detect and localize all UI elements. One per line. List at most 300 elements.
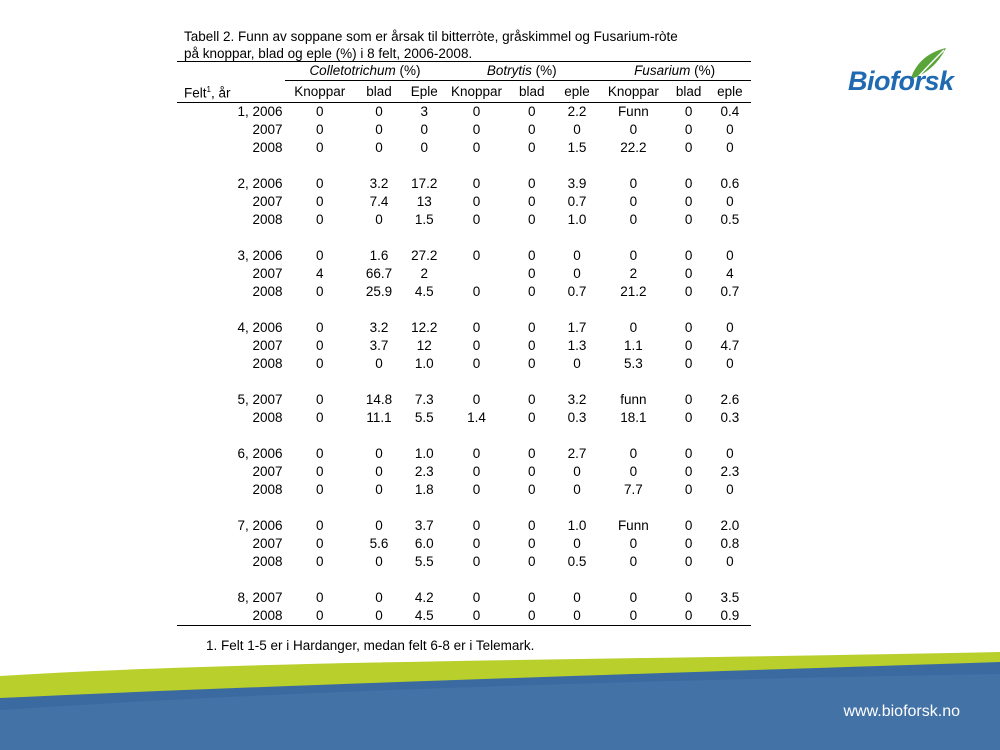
table-cell: 0 — [629, 464, 638, 479]
row-label — [177, 571, 285, 589]
row-label: 2008 — [252, 140, 283, 155]
table-cell — [508, 427, 556, 445]
table-cell: 1.0 — [567, 212, 587, 227]
table-cell: 0 — [573, 122, 581, 137]
column-header: Eple — [403, 81, 445, 103]
table-cell — [403, 427, 445, 445]
table-cell: 0 — [684, 122, 693, 137]
table-cell: 14.8 — [365, 392, 393, 407]
row-label: 6, 2006 — [237, 446, 283, 461]
table-cell — [355, 229, 403, 247]
table-cell — [285, 229, 355, 247]
table-cell: 0 — [528, 140, 536, 155]
results-table — [177, 61, 751, 626]
table-cell: 1.4 — [467, 410, 486, 425]
row-label: 5, 2007 — [237, 392, 283, 407]
row-label: 2007 — [252, 266, 283, 281]
table-cell: 0 — [726, 194, 734, 209]
table-cell: 0.9 — [709, 607, 751, 626]
table-cell: 2 — [629, 266, 638, 281]
row-label: 2007 — [252, 338, 283, 353]
table-cell: 0 — [573, 266, 581, 281]
table-cell: 0 — [528, 122, 536, 137]
table-cell: 0 — [528, 590, 536, 605]
table-cell — [556, 229, 598, 247]
table-cell: 0 — [315, 338, 324, 353]
table-cell: 11.1 — [366, 410, 392, 425]
table-cell: 0 — [472, 176, 481, 191]
spacer-row — [177, 157, 751, 175]
table-cell: 0 — [528, 446, 536, 461]
table-cell — [669, 427, 709, 445]
table-cell: 0 — [315, 554, 324, 569]
column-header: Knoppar — [445, 81, 507, 103]
table-cell: 1.0 — [414, 446, 434, 461]
table-cell: 0 — [375, 518, 383, 533]
table-cell: 0 — [375, 464, 383, 479]
row-label: 2007 — [252, 464, 283, 479]
table-cell: 0 — [726, 446, 734, 461]
table-cell — [709, 427, 751, 445]
caption-line-1: Tabell 2. Funn av soppane som er årsak til bitterròte, gråskimmel og Fusarium-ròte — [184, 29, 678, 44]
table-cell: 0 — [375, 590, 383, 605]
table-cell: 21.2 — [620, 284, 647, 299]
table-cell: 18.1 — [620, 410, 647, 425]
table-cell — [508, 229, 556, 247]
table-cell: Funn — [617, 518, 649, 533]
table-cell: 0 — [684, 284, 693, 299]
table-cell: 0 — [528, 464, 536, 479]
table-cell: 0 — [629, 320, 638, 335]
table-cell: 0 — [315, 104, 324, 119]
table-cell: 0 — [684, 320, 693, 335]
table-cell — [598, 373, 668, 391]
table-cell: 0 — [472, 284, 481, 299]
table-cell: 0 — [375, 446, 383, 461]
table-cell — [403, 301, 445, 319]
table-cell — [598, 427, 668, 445]
row-label — [177, 157, 285, 175]
table-row — [177, 337, 751, 355]
table-cell: 0 — [315, 590, 324, 605]
table-cell: 2.7 — [567, 446, 587, 461]
table-row — [177, 121, 751, 139]
spacer-row — [177, 373, 751, 391]
table-cell: 0 — [472, 518, 481, 533]
column-header-felt: Felt$^1$, år — [177, 81, 285, 103]
table-cell: 0 — [315, 284, 324, 299]
table-cell — [445, 427, 507, 445]
table-cell: 0 — [528, 536, 536, 551]
table-cell: 1.8 — [414, 482, 434, 497]
table-cell: 0 — [472, 248, 481, 263]
table-cell: 0 — [420, 140, 429, 155]
spacer-row — [177, 229, 751, 247]
table-cell: 0 — [684, 338, 693, 353]
table-cell: 3.7 — [414, 518, 434, 533]
table-cell — [508, 157, 556, 175]
table-cell: 0 — [472, 320, 481, 335]
logo-text-bio: Bio — [848, 66, 890, 96]
table-cell: 1.7 — [567, 320, 587, 335]
table-cell: 0.6 — [720, 176, 740, 191]
table-row — [177, 553, 751, 571]
column-header: Knoppar — [285, 81, 355, 103]
row-label — [177, 301, 285, 319]
table-cell: 0 — [472, 338, 481, 353]
table-cell — [598, 571, 668, 589]
table-cell: 3.2 — [369, 176, 389, 191]
table-cell: 0 — [726, 554, 734, 569]
table-cell: 3.5 — [720, 590, 740, 605]
table-cell: 66.7 — [365, 266, 393, 281]
column-header: blad — [355, 81, 403, 103]
table-cell: 0 — [629, 446, 638, 461]
table-cell: 0 — [684, 266, 693, 281]
table-cell: 0 — [669, 607, 709, 626]
table-cell: 0 — [375, 356, 383, 371]
table-cell: 0 — [573, 590, 581, 605]
table-cell: 0 — [684, 248, 693, 263]
table-row — [177, 607, 751, 626]
table-row — [177, 175, 751, 193]
table-cell: 0.8 — [720, 536, 740, 551]
table-cell: 0 — [684, 176, 693, 191]
footnote: 1. Felt 1-5 er i Hardanger, medan felt 6-8 er i Telemark. — [206, 638, 535, 653]
spacer-row — [177, 571, 751, 589]
table-cell: 2.6 — [720, 392, 740, 407]
table-cell: 0 — [472, 194, 481, 209]
table-cell: 0 — [726, 356, 734, 371]
table-cell: 17.2 — [411, 176, 438, 191]
row-label — [177, 229, 285, 247]
table-cell: 0.3 — [567, 410, 587, 425]
table-row — [177, 247, 751, 265]
table-cell: 3.2 — [567, 392, 587, 407]
column-header: Knoppar — [598, 81, 668, 103]
table-cell: 0 — [684, 194, 693, 209]
table-cell: 0 — [355, 607, 403, 626]
table-cell: 0 — [726, 320, 734, 335]
table-cell: 0 — [315, 482, 324, 497]
table-cell: 0 — [315, 320, 324, 335]
table-cell — [355, 157, 403, 175]
table-cell: 0 — [472, 554, 481, 569]
table-cell — [285, 571, 355, 589]
table-cell — [355, 301, 403, 319]
table-cell: 0 — [629, 536, 638, 551]
table-cell: 0 — [315, 248, 324, 263]
table-cell: 0 — [684, 464, 693, 479]
table-cell: 0 — [315, 122, 324, 137]
table-cell: 0 — [472, 122, 481, 137]
caption-line-2: på knoppar, blad og eple (%) i 8 felt, 2006-2008. — [184, 46, 473, 61]
logo-f-glyph: f — [890, 66, 899, 96]
table-cell: 0 — [375, 482, 383, 497]
table-row — [177, 355, 751, 373]
table-cell — [285, 499, 355, 517]
table-cell — [508, 499, 556, 517]
table-cell — [285, 373, 355, 391]
table-cell: 0 — [315, 140, 324, 155]
table-cell: 0 — [684, 212, 693, 227]
table-cell: 12 — [416, 338, 432, 353]
table-cell: 0 — [684, 104, 693, 119]
table-cell: 0 — [573, 536, 581, 551]
table-cell: 3 — [420, 104, 429, 119]
table-cell — [403, 571, 445, 589]
row-label: 8, 2007 — [237, 590, 283, 605]
table-cell: 3.2 — [369, 320, 389, 335]
table-cell: 2.3 — [720, 464, 740, 479]
table-cell: 0.5 — [567, 554, 587, 569]
table-row — [177, 319, 751, 337]
table-cell: 12.2 — [411, 320, 438, 335]
table-cell — [445, 265, 507, 283]
table-cell: 1.1 — [623, 338, 643, 353]
table-cell — [669, 157, 709, 175]
table-cell — [556, 427, 598, 445]
table-cell: 7.4 — [369, 194, 389, 209]
table-cell — [556, 157, 598, 175]
table-cell: 0 — [684, 590, 693, 605]
table-cell — [403, 373, 445, 391]
table-cell: 0 — [528, 338, 536, 353]
table-cell — [669, 373, 709, 391]
table-cell: 0 — [726, 248, 734, 263]
row-label: 7, 2006 — [237, 518, 283, 533]
table-cell — [445, 229, 507, 247]
table-cell: 3.7 — [369, 338, 389, 353]
row-label: 2008 — [252, 554, 283, 569]
table-cell: 0 — [528, 554, 536, 569]
table-cell: 27.2 — [411, 248, 438, 263]
spacer-row — [177, 301, 751, 319]
row-label: 2, 2006 — [237, 176, 283, 191]
table-cell: 1.0 — [414, 356, 434, 371]
table-cell: 0 — [472, 392, 481, 407]
table-cell: 0 — [472, 104, 481, 119]
table-cell: 4.2 — [414, 590, 434, 605]
row-label: 2008 — [252, 356, 283, 371]
table-cell — [285, 427, 355, 445]
table-cell — [403, 499, 445, 517]
table-cell: 0 — [573, 356, 581, 371]
table-cell: 0 — [684, 356, 693, 371]
table-cell — [556, 571, 598, 589]
spacer-row — [177, 427, 751, 445]
table-cell: 22.2 — [620, 140, 647, 155]
table-cell: 2 — [420, 266, 429, 281]
table-cell: 0 — [315, 212, 324, 227]
row-label — [177, 499, 285, 517]
table-cell — [556, 499, 598, 517]
table-cell: 0 — [472, 212, 481, 227]
table-cell: 0 — [472, 536, 481, 551]
table-cell — [445, 373, 507, 391]
table-cell: 0 — [315, 392, 324, 407]
row-label: 2008 — [177, 607, 285, 626]
table-cell: 0 — [375, 104, 383, 119]
table-cell — [598, 229, 668, 247]
table-row — [177, 535, 751, 553]
table-cell: 0 — [472, 446, 481, 461]
table-cell: 0 — [684, 410, 693, 425]
table-cell: 6.0 — [414, 536, 434, 551]
table-cell: 0 — [315, 518, 324, 533]
column-header: eple — [709, 81, 751, 103]
table-cell: 0 — [528, 194, 536, 209]
table-cell: 0 — [528, 392, 536, 407]
table-cell: 0 — [573, 248, 581, 263]
table-cell: 2.3 — [414, 464, 434, 479]
table-cell: 0 — [508, 607, 556, 626]
table-row — [177, 103, 751, 122]
table-cell: 5.6 — [369, 536, 389, 551]
column-header: blad — [669, 81, 709, 103]
table-cell: 0 — [629, 248, 638, 263]
table-row — [177, 265, 751, 283]
row-label: 2007 — [252, 194, 283, 209]
table-cell: 0 — [528, 356, 536, 371]
table-cell: 0 — [629, 212, 638, 227]
table-cell: 0 — [573, 482, 581, 497]
table-cell: 0 — [598, 607, 668, 626]
table-cell — [709, 157, 751, 175]
table-cell — [598, 301, 668, 319]
table-cell — [355, 373, 403, 391]
table-cell: 0 — [684, 518, 693, 533]
row-label — [177, 427, 285, 445]
group-header-botrytis: Botrytis (%) — [445, 62, 598, 81]
table-cell — [709, 301, 751, 319]
spacer-row — [177, 499, 751, 517]
table-cell: 5.5 — [414, 554, 434, 569]
table-cell: 0 — [315, 536, 324, 551]
website-link[interactable]: www.bioforsk.no — [843, 703, 960, 720]
table-cell: 0 — [445, 607, 507, 626]
table-cell: 0 — [375, 140, 383, 155]
table-cell — [556, 301, 598, 319]
table-cell: 1.0 — [567, 518, 587, 533]
table-cell: 1.5 — [414, 212, 434, 227]
table-cell — [709, 373, 751, 391]
table-cell: 1.5 — [567, 140, 587, 155]
row-label: 2007 — [252, 536, 283, 551]
table-cell: 0 — [629, 590, 638, 605]
table-cell — [445, 157, 507, 175]
table-cell: 0 — [726, 140, 734, 155]
table-cell: 0 — [315, 176, 324, 191]
table-cell: 0 — [315, 446, 324, 461]
table-cell: 2.2 — [567, 104, 587, 119]
table-row — [177, 481, 751, 499]
table-cell: 0 — [528, 518, 536, 533]
group-header-fusarium: Fusarium (%) — [598, 62, 751, 81]
table-row — [177, 589, 751, 607]
table-cell — [445, 571, 507, 589]
table-row — [177, 463, 751, 481]
row-label: 1, 2006 — [237, 104, 283, 119]
table-cell — [508, 301, 556, 319]
row-label: 2008 — [252, 284, 283, 299]
table-cell — [669, 499, 709, 517]
table-cell: 0 — [420, 122, 429, 137]
table-cell — [285, 301, 355, 319]
table-row — [177, 139, 751, 157]
table-cell — [556, 373, 598, 391]
table-row — [177, 445, 751, 463]
table-cell: 0 — [573, 464, 581, 479]
table-cell: 2.0 — [720, 518, 740, 533]
table-cell: 0 — [472, 356, 481, 371]
table-cell: 0 — [285, 607, 355, 626]
bioforsk-logo — [848, 46, 954, 106]
table-cell — [508, 373, 556, 391]
table-cell: 0 — [629, 122, 638, 137]
table-cell: 13 — [416, 194, 432, 209]
table-cell: 0.3 — [720, 410, 740, 425]
row-label: 4, 2006 — [237, 320, 283, 335]
table-cell: 0 — [528, 284, 536, 299]
table-cell: 0 — [726, 122, 734, 137]
table-row — [177, 391, 751, 409]
table-cell: 4 — [726, 266, 734, 281]
table-cell: 0 — [684, 446, 693, 461]
table-row — [177, 409, 751, 427]
table-cell: 0 — [375, 212, 383, 227]
row-label: 3, 2006 — [237, 248, 283, 263]
table-cell: 0 — [629, 194, 638, 209]
table-cell — [355, 427, 403, 445]
table-cell: 5.5 — [414, 410, 434, 425]
table-cell: 4.7 — [720, 338, 740, 353]
table-cell: 0.4 — [720, 104, 740, 119]
table-cell: 4.5 — [414, 284, 434, 299]
table-cell — [285, 157, 355, 175]
table-cell — [669, 301, 709, 319]
table-cell — [669, 571, 709, 589]
table-cell — [709, 229, 751, 247]
table-cell: 0 — [556, 607, 598, 626]
table-cell — [598, 157, 668, 175]
table-cell: 0 — [684, 554, 693, 569]
table-cell: 0 — [726, 482, 734, 497]
table-cell — [669, 229, 709, 247]
table-cell: 5.3 — [623, 356, 643, 371]
table-cell: 0.7 — [567, 284, 587, 299]
table-cell — [355, 571, 403, 589]
table-cell: 0 — [684, 392, 693, 407]
row-label: 2008 — [252, 482, 283, 497]
table-cell: 3.9 — [567, 176, 587, 191]
table-cell — [445, 499, 507, 517]
table-row — [177, 517, 751, 535]
row-label: 2008 — [252, 410, 283, 425]
table-cell — [508, 571, 556, 589]
table-cell: 0 — [684, 482, 693, 497]
table-cell: 25.9 — [365, 284, 393, 299]
table-cell: 0 — [528, 266, 536, 281]
table-cell: 0 — [315, 464, 324, 479]
logo-text-rest: orsk — [898, 66, 954, 96]
group-header-colletotrichum: Colletotrichum (%) — [285, 62, 446, 81]
table-cell — [403, 229, 445, 247]
group-spacer — [177, 62, 285, 81]
table-cell: Funn — [617, 104, 649, 119]
table-cell: 0 — [472, 140, 481, 155]
table-cell: 0 — [528, 320, 536, 335]
